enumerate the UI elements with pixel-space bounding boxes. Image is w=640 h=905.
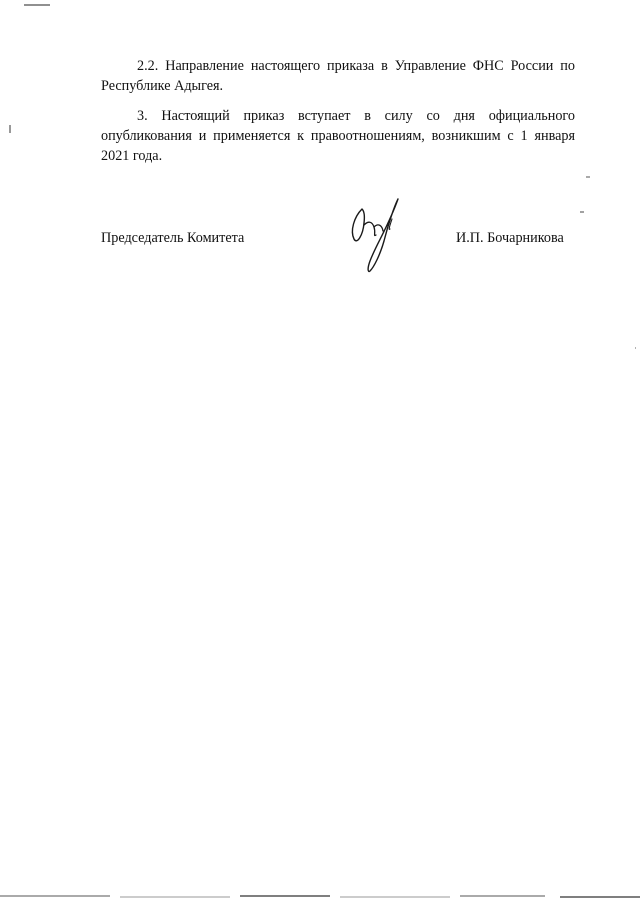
signatory-name: И.П. Бочарникова xyxy=(456,230,564,246)
signatory-title: Председатель Комитета xyxy=(101,230,245,246)
paragraph-2-2: 2.2. Направление настоящего приказа в Управление ФНС России по Республике Адыгея. xyxy=(101,58,575,94)
paragraph-3: 3. Настоящий приказ вступает в силу со дня официального опубликования и применяется к правоотношениям, возникшим с 1 января 2021 года. xyxy=(101,108,575,164)
handwritten-signature xyxy=(340,195,410,277)
